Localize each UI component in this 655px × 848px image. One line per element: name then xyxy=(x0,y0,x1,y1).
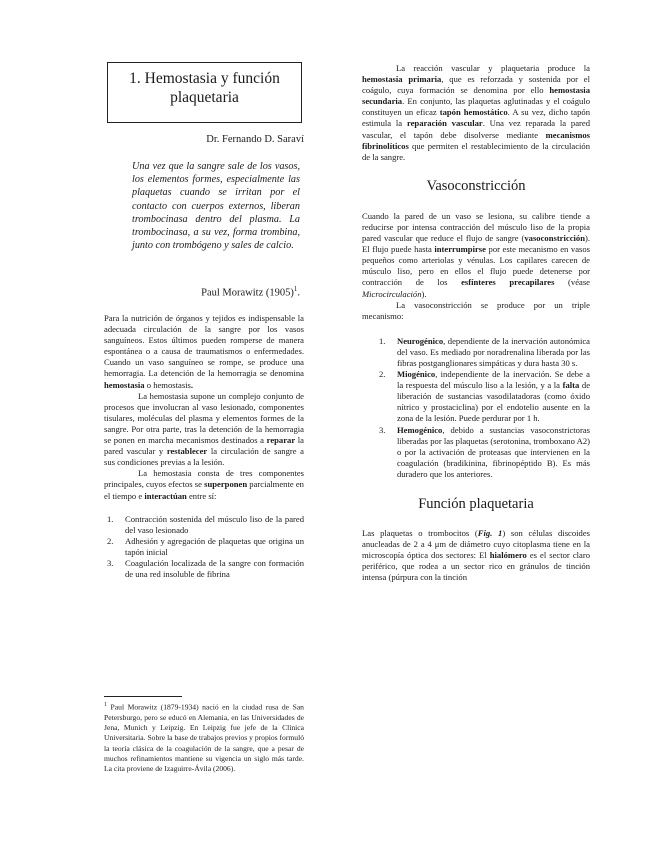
list-item-text: Neurogénico, dependiente de la inervación autonómica del vaso. Es mediado por noradrenalina liberada por las fibras postganglionares simpáticas y dura hasta 30 s. xyxy=(397,335,590,368)
bold-term: interactúan xyxy=(144,490,187,501)
list-item-text: Coagulación localizada de la sangre con formación de una red insoluble de fibrina xyxy=(125,557,304,580)
list-item-text: Hemogénico, debido a sustancias vasoconstrictoras liberadas por las plaquetas (serotonina, tromboxano A2) o por la activación de proteasas que intervienen en la coagulación (bradikinina, fibrinopéptido B). Es más duradero que los anteriores. xyxy=(397,424,590,479)
list-item-text: Contracción sostenida del músculo liso de la pared del vaso lesionado xyxy=(125,513,304,535)
epigraph-attribution: Paul Morawitz $(1905)^1$. xyxy=(201,285,300,299)
list-number: 2. xyxy=(379,369,386,380)
paragraph: La hemostasia supone un complejo conjunto de procesos que involucran al vaso lesionado, componentes tisulares, moléculas del plasma y elementos formes de la sangre. Por otra parte, tras la detención de la hemorragia se ponen en marcha mecanismos destinados a reparar la pared vascular y restablecer la circulación de sangre a sus condiciones previas a la lesión. xyxy=(104,390,304,468)
list-number: 3. xyxy=(379,424,386,435)
list-item-text: Miogénico, independiente de la inervación. Se debe a la respuesta del músculo liso a la lesión, y a la falta de liberación de sustancias vasodilatadoras (como óxido nítrico y prostaciclina) por el endotelio ausente en la zona de la lesión. Puede perdurar por 1 h. xyxy=(397,369,591,424)
bold-term: Miogénico xyxy=(397,369,436,380)
bold-term: Neurogénico xyxy=(397,335,444,346)
list-item xyxy=(376,336,590,369)
list-number: 1. xyxy=(379,335,386,346)
paragraph: Las plaquetas o trombocitos (Fig. 1) son células discoides anucleadas de 2 a 4 μm de diámetro cuyo citoplasma tiene en la microscopía óptica dos sectores: El hialómero es el sector claro periférico, que rodea a un sector rico en gránulos de tinción intensa (púrpura con la tinción xyxy=(362,528,590,583)
list-number: 1. xyxy=(107,513,114,524)
bold-term: reparar xyxy=(266,435,296,446)
paragraph: La reacción vascular y plaquetaria produce la hemostasia primaria, que es reforzada y sostenida por el coágulo, cuya formación se denomina por ello hemostasia secundaria. En conjunto, las plaquetas aglutinadas y el coágulo constituyen un eficaz tapón hemostático. A su vez, dicho tapón estimula la reparación vascular. Una vez reparada la pared vascular, el tapón debe disolverse mediante mecanismos fibrinolíticos que permiten el restablecimiento de la circulación de la sangre. xyxy=(362,63,590,162)
italic-term: Microcirculación xyxy=(362,288,422,299)
bold-term: superponen xyxy=(204,479,248,490)
right-column xyxy=(362,63,590,583)
bold-term: vasoconstricción xyxy=(524,233,585,244)
list-item xyxy=(104,514,304,536)
section-heading-funcion-plaquetaria: Función plaquetaria xyxy=(418,496,534,512)
list-item xyxy=(376,369,590,424)
chapter-title: 1. Hemostasia y función plaquetaria xyxy=(129,70,280,106)
footnote-text: Paul Morawitz (1879-1934) nació en la ciudad rusa de San Petersburgo, pero se educó en Alemania, en las Universidades de Jena, Munich y Leipzig. En Leipzig fue jefe de la Clínica Universitaria. Sobre la base de trabajos previos y propios formuló la teoría clásica de la coagulación de la sangre, que a pesar de muchos refinamientos mantiene su vigencia un siglo más tarde. La cita proviene de Izaguirre-Ávila (2006). xyxy=(104,702,304,774)
section-heading-vasoconstriccion: Vasoconstricción xyxy=(426,177,526,194)
bold-term: hemostasia primaria xyxy=(362,74,442,85)
footnote-mark: 1 xyxy=(104,702,107,708)
chapter-title-box xyxy=(107,62,302,123)
bold-term: interrumpirse xyxy=(434,244,486,255)
epigraph-quote: Una vez que la sangre sale de los vasos, los elementos formes, especialmente las plaquetas cuando se irritan por el contacto con cuerpos externos, liberan trombocinasa dentro del plasma. La trombocinasa, a su vez, forma trombina, junto con trombógeno y sales de calcio. xyxy=(132,161,300,252)
list-number: 3. xyxy=(107,557,114,568)
bold-term: hialómero xyxy=(489,550,527,561)
bold-term: falta xyxy=(562,380,580,391)
bold-term: . xyxy=(190,379,194,390)
list-item-text: Adhesión y agregación de plaquetas que origina un tapón inicial xyxy=(125,535,304,557)
bold-term: reparación vascular xyxy=(406,118,483,129)
bold-term: restablecer xyxy=(166,446,208,457)
vasoconstriction-mechanisms-list xyxy=(376,336,590,480)
bold-term: hemostasia xyxy=(104,379,145,390)
paragraph: Para la nutrición de órganos y tejidos es indispensable la adecuada circulación de la sangre por los vasos sanguíneos. Estos últimos pueden romperse de manera espontánea o a causa de traumatismos o enfermedades. Cuando un vaso sanguíneo se rompe, se produce una hemorragia. La detención de la hemorragia se denomina hemostasia o hemostasis. xyxy=(104,313,304,390)
bold-term: hemostasia secundaria xyxy=(362,85,590,107)
list-number: 2. xyxy=(107,535,114,546)
footnote-rule xyxy=(104,696,182,697)
paragraph: Cuando la pared de un vaso se lesiona, su calibre tiende a reducirse por intensa contracción del músculo liso de la propia pared vascular que reduce el flujo de sangre (vasoconstricción). El flujo puede hasta interrumpirse por este mecanismo en vasos pequeños como arteriolas y vénulas. Los capilares carecen de músculo liso, pero en ellos el flujo puede detenerse por contracción de los esfínteres precapilares (véase Microcirculación). xyxy=(362,210,591,299)
hemostasis-components-list xyxy=(104,514,304,581)
list-item xyxy=(104,558,304,580)
paragraph: La hemostasia consta de tres componentes principales, cuyos efectos se superponen parcialmente en el tiempo e interactúan entre sí: xyxy=(104,468,304,501)
paragraph: La vasoconstricción se produce por un triple mecanismo: xyxy=(362,299,590,321)
list-item xyxy=(376,425,590,480)
footnote-ref[interactable]: 1 xyxy=(293,285,298,293)
left-column xyxy=(104,313,304,580)
bold-term: Fig. 1 xyxy=(477,528,503,538)
bold-term: Hemogénico xyxy=(397,424,443,435)
footnote xyxy=(104,700,304,775)
bold-term: mecanismos fibrinolíticos xyxy=(362,129,590,151)
bold-term: esfínteres precapilares xyxy=(461,277,555,288)
bold-term: tapón hemostático xyxy=(439,107,508,118)
author: Dr. Fernando D. Saraví xyxy=(206,134,304,145)
list-item xyxy=(104,536,304,558)
epigraph-author: Paul Morawitz (1905) xyxy=(201,287,294,299)
